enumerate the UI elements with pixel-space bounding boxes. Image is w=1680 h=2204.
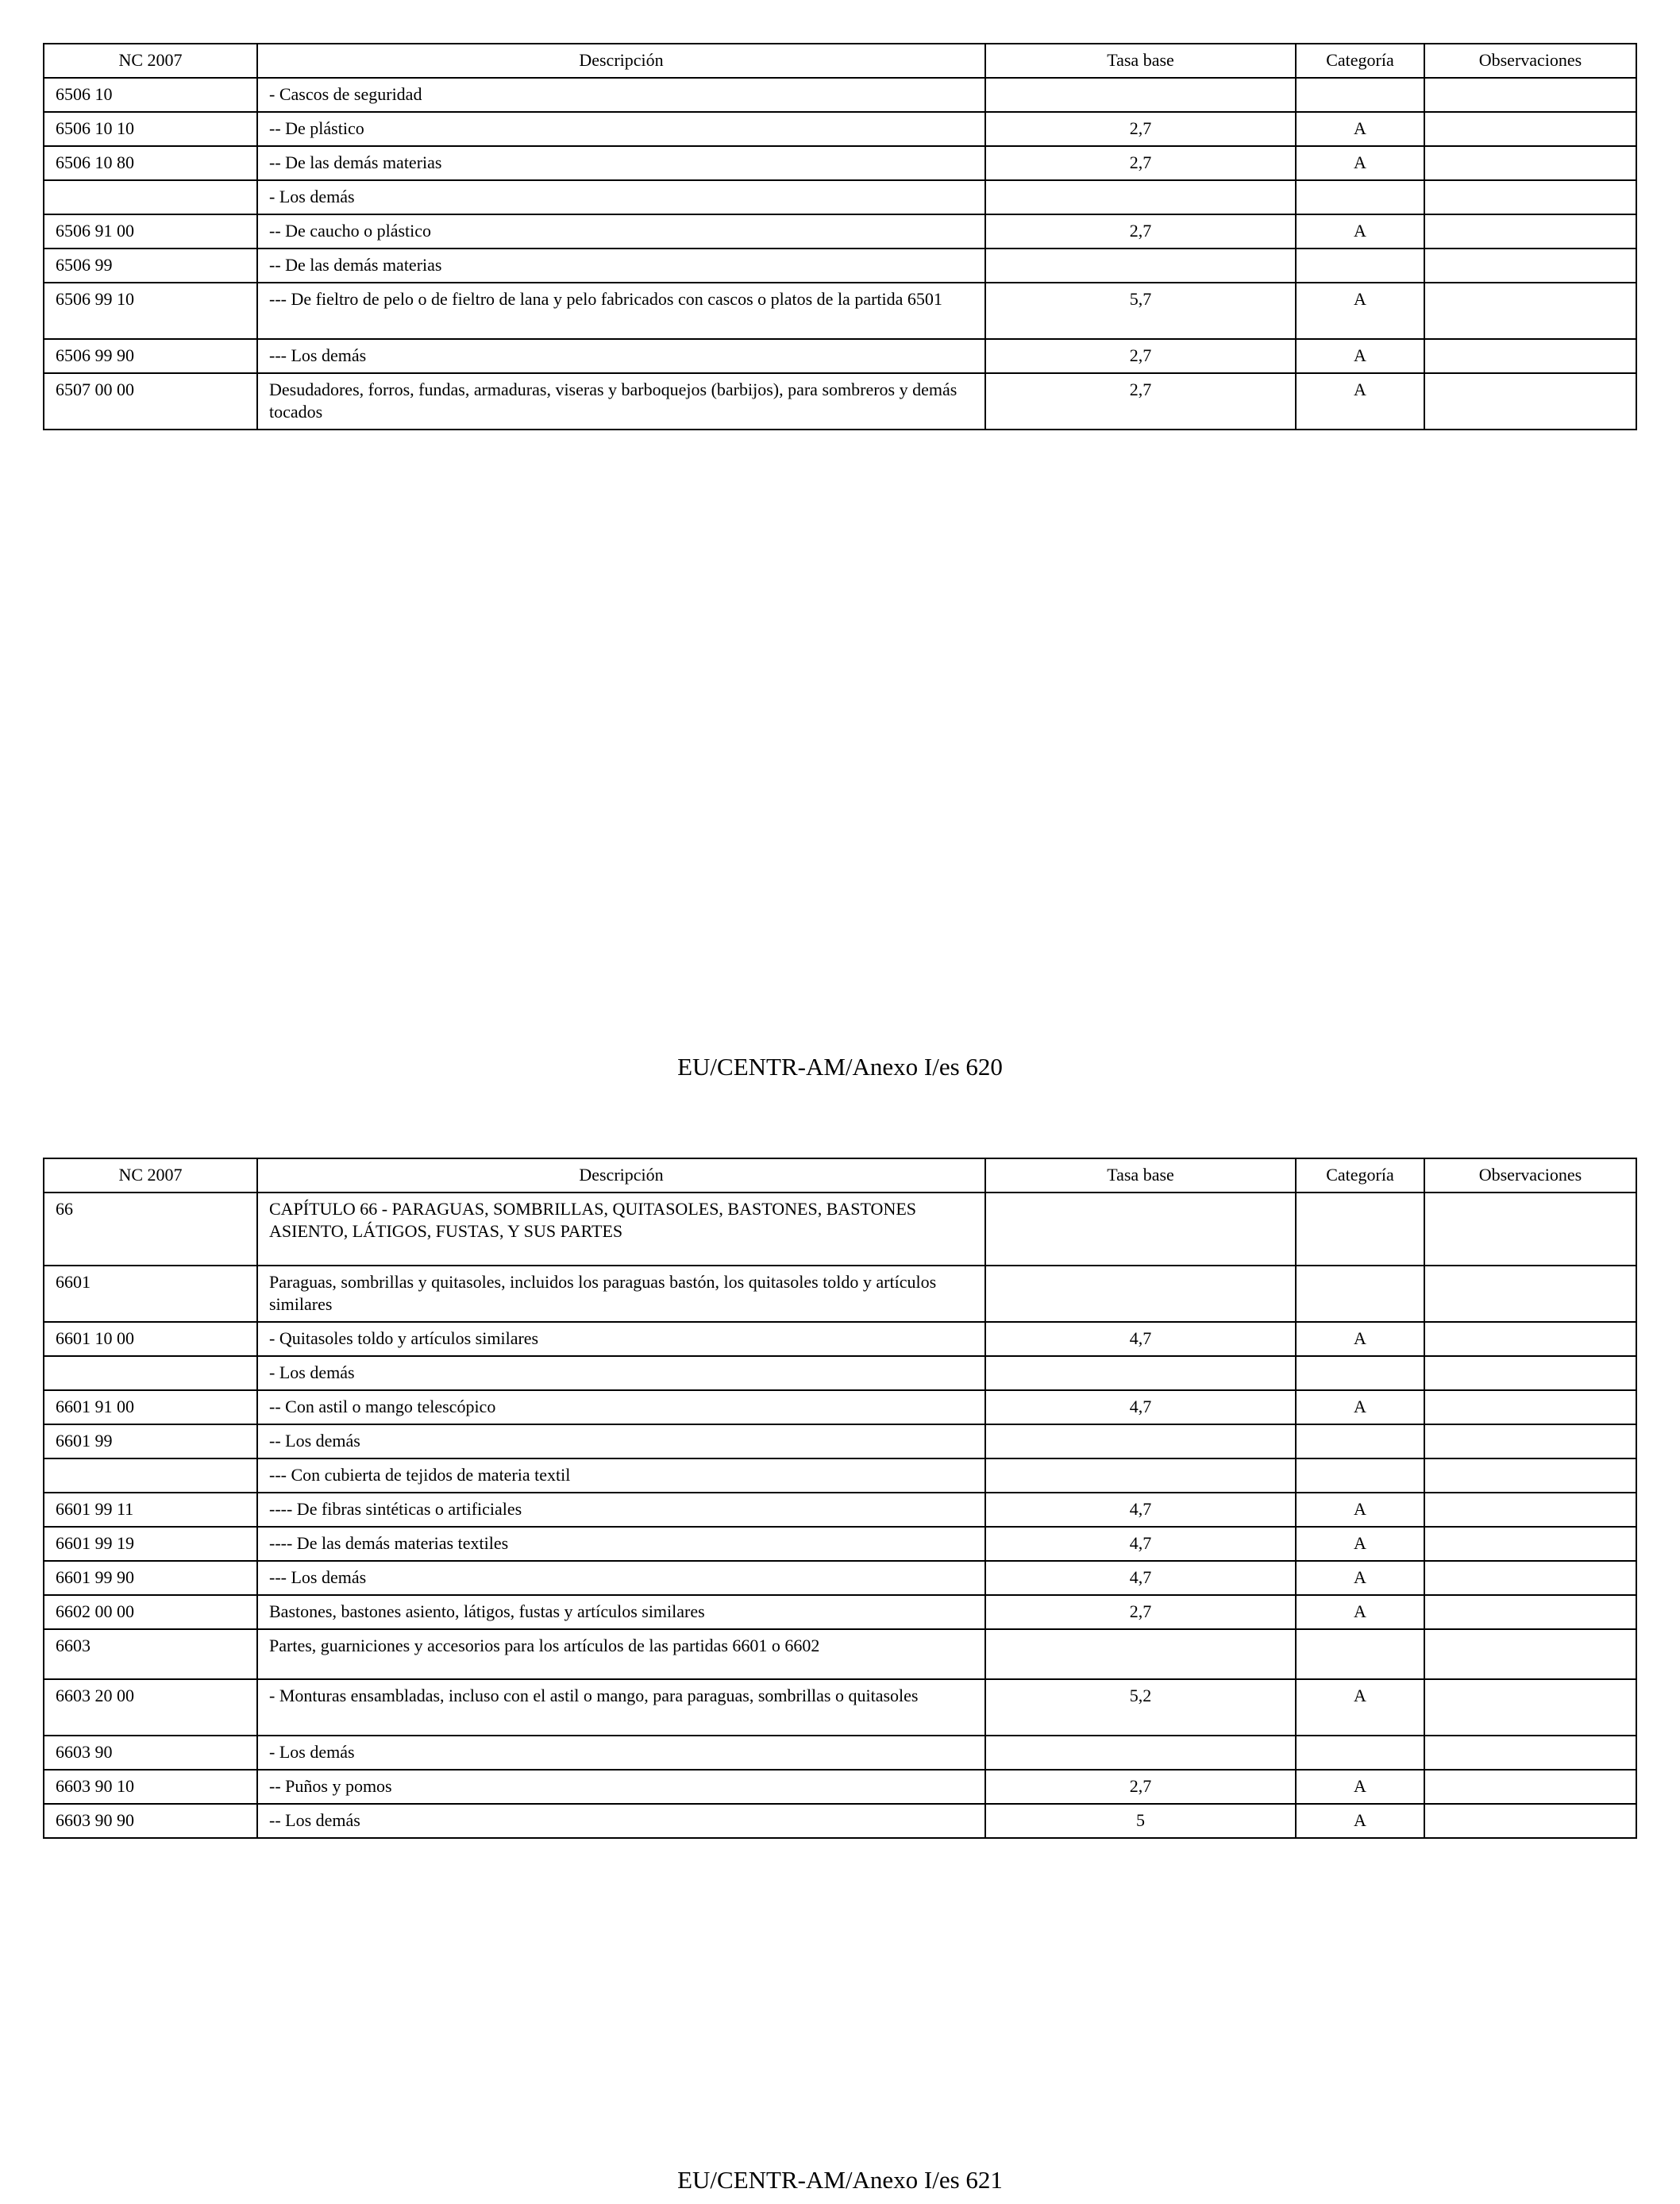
nc-code (44, 1458, 257, 1493)
observations (1424, 146, 1636, 180)
nc-code: 6601 91 00 (44, 1390, 257, 1424)
observations (1424, 1629, 1636, 1679)
category: A (1296, 1322, 1424, 1356)
base-rate: 5,2 (985, 1679, 1296, 1736)
nc-code: 6601 99 19 (44, 1527, 257, 1561)
category: A (1296, 373, 1424, 430)
category (1296, 1424, 1424, 1458)
observations (1424, 1193, 1636, 1266)
category: A (1296, 1561, 1424, 1595)
base-rate (985, 180, 1296, 214)
nc-code: 6506 99 90 (44, 339, 257, 373)
base-rate (985, 1193, 1296, 1266)
observations (1424, 1322, 1636, 1356)
base-rate: 5 (985, 1804, 1296, 1838)
observations (1424, 339, 1636, 373)
tariff-table-1 (43, 43, 1637, 430)
header-rate: Tasa base (985, 1158, 1296, 1193)
description: - Los demás (257, 1356, 985, 1390)
table-row (44, 146, 1636, 180)
observations (1424, 1458, 1636, 1493)
header-nc: NC 2007 (44, 1158, 257, 1193)
nc-code: 6506 10 (44, 78, 257, 112)
description: Partes, guarniciones y accesorios para los artículos de las partidas 6601 o 6602 (257, 1629, 985, 1679)
base-rate: 2,7 (985, 1595, 1296, 1629)
table-row (44, 112, 1636, 146)
category: A (1296, 1679, 1424, 1736)
nc-code: 6507 00 00 (44, 373, 257, 430)
description: -- Con astil o mango telescópico (257, 1390, 985, 1424)
nc-code: 6601 10 00 (44, 1322, 257, 1356)
header-description: Descripción (257, 1158, 985, 1193)
base-rate: 2,7 (985, 112, 1296, 146)
base-rate: 4,7 (985, 1527, 1296, 1561)
header-description: Descripción (257, 44, 985, 78)
nc-code: 6601 99 11 (44, 1493, 257, 1527)
base-rate (985, 1266, 1296, 1322)
table-row (44, 1458, 1636, 1493)
category (1296, 1736, 1424, 1770)
observations (1424, 283, 1636, 339)
description: - Los demás (257, 180, 985, 214)
base-rate (985, 78, 1296, 112)
table-row (44, 1561, 1636, 1595)
category (1296, 1193, 1424, 1266)
description: --- Con cubierta de tejidos de materia textil (257, 1458, 985, 1493)
category: A (1296, 1493, 1424, 1527)
nc-code: 6603 90 10 (44, 1770, 257, 1804)
description: - Monturas ensambladas, incluso con el astil o mango, para paraguas, sombrillas o quitasoles (257, 1679, 985, 1736)
description: -- De caucho o plástico (257, 214, 985, 249)
nc-code: 6602 00 00 (44, 1595, 257, 1629)
base-rate: 4,7 (985, 1561, 1296, 1595)
category (1296, 78, 1424, 112)
category: A (1296, 1390, 1424, 1424)
header-category: Categoría (1296, 44, 1424, 78)
table-header-row (44, 44, 1636, 78)
table-row (44, 283, 1636, 339)
description: --- Los demás (257, 339, 985, 373)
header-nc: NC 2007 (44, 44, 257, 78)
observations (1424, 1679, 1636, 1736)
description: - Cascos de seguridad (257, 78, 985, 112)
base-rate: 2,7 (985, 339, 1296, 373)
base-rate (985, 1458, 1296, 1493)
base-rate: 5,7 (985, 283, 1296, 339)
header-category: Categoría (1296, 1158, 1424, 1193)
table-row (44, 1736, 1636, 1770)
table-row (44, 1493, 1636, 1527)
description: ---- De fibras sintéticas o artificiales (257, 1493, 985, 1527)
table-row (44, 339, 1636, 373)
table-row (44, 180, 1636, 214)
description: --- De fieltro de pelo o de fieltro de lana y pelo fabricados con cascos o platos de la partida 6501 (257, 283, 985, 339)
base-rate: 4,7 (985, 1390, 1296, 1424)
description: -- Los demás (257, 1424, 985, 1458)
nc-code: 6601 99 90 (44, 1561, 257, 1595)
nc-code: 6506 10 10 (44, 112, 257, 146)
category (1296, 1458, 1424, 1493)
observations (1424, 180, 1636, 214)
nc-code: 6601 99 (44, 1424, 257, 1458)
base-rate: 2,7 (985, 214, 1296, 249)
base-rate: 2,7 (985, 1770, 1296, 1804)
observations (1424, 1736, 1636, 1770)
category (1296, 1266, 1424, 1322)
category (1296, 1629, 1424, 1679)
table-row (44, 1266, 1636, 1322)
base-rate: 2,7 (985, 373, 1296, 430)
category (1296, 249, 1424, 283)
observations (1424, 1266, 1636, 1322)
page-footer-620: EU/CENTR-AM/Anexo I/es 620 (677, 1053, 1003, 1081)
category: A (1296, 1804, 1424, 1838)
nc-code: 6506 99 10 (44, 283, 257, 339)
category (1296, 1356, 1424, 1390)
base-rate (985, 1629, 1296, 1679)
description: CAPÍTULO 66 - PARAGUAS, SOMBRILLAS, QUITASOLES, BASTONES, BASTONES ASIENTO, LÁTIGOS, FUSTAS, Y SUS PARTES (257, 1193, 985, 1266)
category: A (1296, 1527, 1424, 1561)
nc-code (44, 1356, 257, 1390)
header-observations: Observaciones (1424, 44, 1636, 78)
observations (1424, 1493, 1636, 1527)
observations (1424, 1424, 1636, 1458)
nc-code: 6603 20 00 (44, 1679, 257, 1736)
observations (1424, 1804, 1636, 1838)
nc-code: 6506 99 (44, 249, 257, 283)
table-row (44, 373, 1636, 430)
table-row (44, 1770, 1636, 1804)
observations (1424, 1595, 1636, 1629)
tariff-table-2 (43, 1158, 1637, 1839)
table-row (44, 1390, 1636, 1424)
base-rate (985, 249, 1296, 283)
description: -- Puños y pomos (257, 1770, 985, 1804)
description: Bastones, bastones asiento, látigos, fustas y artículos similares (257, 1595, 985, 1629)
observations (1424, 373, 1636, 430)
base-rate: 4,7 (985, 1322, 1296, 1356)
observations (1424, 1356, 1636, 1390)
description: ---- De las demás materias textiles (257, 1527, 985, 1561)
category: A (1296, 112, 1424, 146)
description: -- De las demás materias (257, 249, 985, 283)
table-row (44, 1356, 1636, 1390)
table-row (44, 1804, 1636, 1838)
observations (1424, 78, 1636, 112)
table-row (44, 1322, 1636, 1356)
base-rate (985, 1424, 1296, 1458)
description: --- Los demás (257, 1561, 985, 1595)
base-rate (985, 1736, 1296, 1770)
description: - Los demás (257, 1736, 985, 1770)
table-row (44, 214, 1636, 249)
table-row (44, 1629, 1636, 1679)
table-row (44, 249, 1636, 283)
nc-code: 6603 90 (44, 1736, 257, 1770)
table-row (44, 1424, 1636, 1458)
page-footer-621: EU/CENTR-AM/Anexo I/es 621 (677, 2166, 1003, 2194)
nc-code (44, 180, 257, 214)
description: -- De las demás materias (257, 146, 985, 180)
category: A (1296, 1595, 1424, 1629)
nc-code: 6506 91 00 (44, 214, 257, 249)
nc-code: 6603 (44, 1629, 257, 1679)
description: Paraguas, sombrillas y quitasoles, incluidos los paraguas bastón, los quitasoles toldo y artículos similares (257, 1266, 985, 1322)
description: -- Los demás (257, 1804, 985, 1838)
category: A (1296, 146, 1424, 180)
observations (1424, 1770, 1636, 1804)
category: A (1296, 214, 1424, 249)
base-rate: 2,7 (985, 146, 1296, 180)
header-rate: Tasa base (985, 44, 1296, 78)
category: A (1296, 283, 1424, 339)
observations (1424, 112, 1636, 146)
table-row (44, 78, 1636, 112)
observations (1424, 1527, 1636, 1561)
table-header-row (44, 1158, 1636, 1193)
description: Desudadores, forros, fundas, armaduras, viseras y barboquejos (barbijos), para sombreros y demás tocados (257, 373, 985, 430)
base-rate (985, 1356, 1296, 1390)
observations (1424, 249, 1636, 283)
base-rate: 4,7 (985, 1493, 1296, 1527)
table-row (44, 1527, 1636, 1561)
nc-code: 6603 90 90 (44, 1804, 257, 1838)
category: A (1296, 339, 1424, 373)
table-row (44, 1595, 1636, 1629)
nc-code: 6601 (44, 1266, 257, 1322)
category (1296, 180, 1424, 214)
table-row (44, 1679, 1636, 1736)
observations (1424, 214, 1636, 249)
header-observations: Observaciones (1424, 1158, 1636, 1193)
observations (1424, 1390, 1636, 1424)
description: -- De plástico (257, 112, 985, 146)
table-row (44, 1193, 1636, 1266)
observations (1424, 1561, 1636, 1595)
nc-code: 66 (44, 1193, 257, 1266)
description: - Quitasoles toldo y artículos similares (257, 1322, 985, 1356)
category: A (1296, 1770, 1424, 1804)
nc-code: 6506 10 80 (44, 146, 257, 180)
